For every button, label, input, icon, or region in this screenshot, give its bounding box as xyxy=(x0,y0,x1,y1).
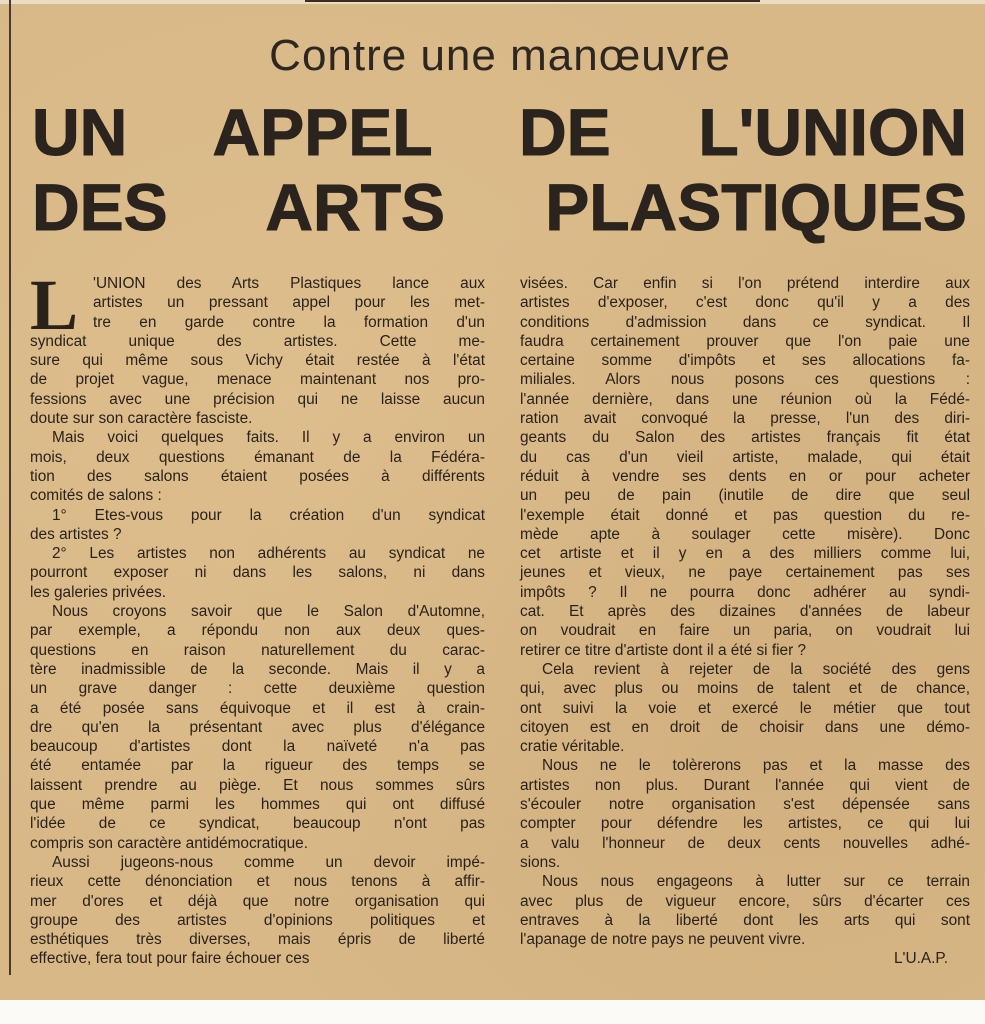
article-line: compter pour défendre les artistes, ce qui lui xyxy=(520,815,970,833)
article-line: du cas d'un vieil artiste, malade, qui était xyxy=(520,448,970,466)
article-line: certaine somme d'impôts et ses allocations fa- xyxy=(520,352,970,370)
article-line: mède apte à soulager cette misère). Donc xyxy=(520,525,970,543)
article-line: effective, fera tout pour faire échouer ces xyxy=(30,950,310,968)
article-line: de projet vague, menace maintenant nos pro- xyxy=(30,371,485,389)
article-line: a valu l'honneur de deux cents nouvelles adhé- xyxy=(520,834,970,852)
article-line: cet artiste et il y en a des milliers comme lui, xyxy=(520,545,970,563)
article-line: cat. Et après des dizaines d'années de labeur xyxy=(520,603,970,621)
article-line: entraves à la liberté dont les arts qui sont xyxy=(520,911,970,929)
article-line: cratie véritable. xyxy=(520,738,625,756)
article-line: réduit à vendre ses dents en or pour acheter xyxy=(520,467,970,485)
article-line: questions en raison naturellement du carac- xyxy=(30,641,485,659)
article-line: un grave danger : cette deuxième question xyxy=(30,680,485,698)
article-line: esthétiques très diverses, mais épris de liberté xyxy=(30,931,485,949)
article-line: laissent prendre au piège. Et nous sommes sûrs xyxy=(30,776,485,794)
article-line: sions. xyxy=(520,853,561,871)
article-line: Mais voici quelques faits. Il y a environ un xyxy=(52,429,485,447)
article-line: Cela revient à rejeter de la société des gens xyxy=(542,660,970,678)
article-line: sure qui même sous Vichy était restée à l'état xyxy=(30,352,485,370)
article-line: ration avait convoqué la presse, l'un des diri- xyxy=(520,410,970,428)
article-line: artistes un pressant appel pour les met- xyxy=(93,294,485,312)
article-line: artistes d'exposer, c'est donc qu'il y a des xyxy=(520,294,970,312)
column-rule xyxy=(9,0,11,975)
top-rule xyxy=(305,0,760,2)
article-line: jeunes et vieux, ne paye certainement pas ses xyxy=(520,564,970,582)
article-line: les galeries privées. xyxy=(30,583,167,601)
article-line: miliales. Alors nous posons ces questions : xyxy=(520,371,970,389)
article-line: impôts ? Il ne pourra donc adhérer au syndi- xyxy=(520,583,970,601)
article-line: Nous croyons savoir que le Salon d'Automne, xyxy=(52,603,485,621)
headline-text-2: DES ARTS PLASTIQUES xyxy=(32,170,967,244)
article-line: syndicat unique des artistes. Cette me- xyxy=(30,332,485,350)
article-line: dre qu'en la présentant avec plus d'élégance xyxy=(30,718,485,736)
drop-cap: L xyxy=(30,265,79,345)
article-line: 2° Les artistes non adhérents au syndicat ne xyxy=(52,545,485,563)
article-line: conditions d'admission dans ce syndicat. Il xyxy=(520,313,970,331)
article-line: comités de salons : xyxy=(30,487,162,505)
article-line: l'apanage de notre pays ne peuvent vivre. xyxy=(520,931,806,949)
article-line: fessions avec une précision qui ne laisse aucun xyxy=(30,390,485,408)
article-line: a été posée sans équivoque et il est à crain- xyxy=(30,699,485,717)
article-line: un peu de pain (inutile de dire que seul xyxy=(520,487,970,505)
article-line: on voudrait en faire un paria, on voudrait lui xyxy=(520,622,970,640)
headline-text-1: UN APPEL DE L'UNION xyxy=(32,95,967,169)
article-line: ont suivi la voie et exercé le métier que tout xyxy=(520,699,970,717)
article-line: faudra certainement prouver que l'on paie une xyxy=(520,332,970,350)
article-line: tère inadmissible de la seconde. Mais il y a xyxy=(30,660,485,678)
article-line: rieux cette dénonciation et nous tenons à affir- xyxy=(30,873,485,891)
article-line: groupe des artistes d'opinions politiques et xyxy=(30,911,485,929)
article-column-right xyxy=(520,274,970,969)
article-line: pourront exposer ni dans les salons, ni dans xyxy=(30,564,485,582)
article-line: l'année dernière, dans une réunion où la Fédé- xyxy=(520,390,970,408)
article-column-left xyxy=(30,265,485,969)
article-line: citoyen est en droit de choisir dans une démo- xyxy=(520,718,970,736)
article-line: avec plus de vigueur encore, sûrs d'écarter ces xyxy=(520,892,970,910)
article-line: retirer ce titre d'artiste dont il a été si fier ? xyxy=(520,641,807,659)
article-line: compris son caractère antidémocratique. xyxy=(30,834,309,852)
article-line: Aussi jugeons-nous comme un devoir impé- xyxy=(52,853,485,871)
article-line: Nous nous engageons à lutter sur ce terrain xyxy=(542,873,970,891)
article-line: des artistes ? xyxy=(30,525,122,543)
headline-line-1 xyxy=(32,97,967,167)
article-line: qui, avec plus ou moins de talent et de chance, xyxy=(520,680,970,698)
article-line: visées. Car enfin si l'on prétend interdire aux xyxy=(520,275,970,292)
article-line: s'écouler notre organisation s'est dépensée sans xyxy=(520,796,970,814)
headline-line-2 xyxy=(32,172,967,242)
article-line: mois, deux questions émanant de la Fédéra- xyxy=(30,448,485,466)
article-line: doute sur son caractère fasciste. xyxy=(30,410,253,428)
article-line: artistes non plus. Durant l'année qui vient de xyxy=(520,776,970,794)
article-line: Nous ne le tolèrerons pas et la masse des xyxy=(542,757,970,775)
article-line: 1° Etes-vous pour la création d'un syndicat xyxy=(52,506,485,524)
article-line: été entamée par la rigueur des temps se xyxy=(30,757,485,775)
article-line: l'exemple était donné et pas question du re- xyxy=(520,506,970,524)
article-line: 'UNION des Arts Plastiques lance aux xyxy=(93,275,485,292)
article-line: tion des salons étaient posées à différents xyxy=(30,467,485,485)
article-line: geants du Salon des artistes français fit état xyxy=(520,429,970,447)
article-line: mer d'ores et déjà que notre organisation qui xyxy=(30,892,485,910)
article-line: beaucoup d'artistes dont la naïveté n'a pas xyxy=(30,738,485,756)
article-line: que même parmi les hommes qui ont diffusé xyxy=(30,796,485,814)
article-line: l'idée de ce syndicat, beaucoup n'ont pas xyxy=(30,815,485,833)
article-line: par exemple, a répondu non aux deux ques- xyxy=(30,622,485,640)
kicker-title: Contre une manœuvre xyxy=(269,31,731,80)
signature: L'U.A.P. xyxy=(894,950,948,968)
article-line: tre en garde contre la formation d'un xyxy=(93,313,485,331)
